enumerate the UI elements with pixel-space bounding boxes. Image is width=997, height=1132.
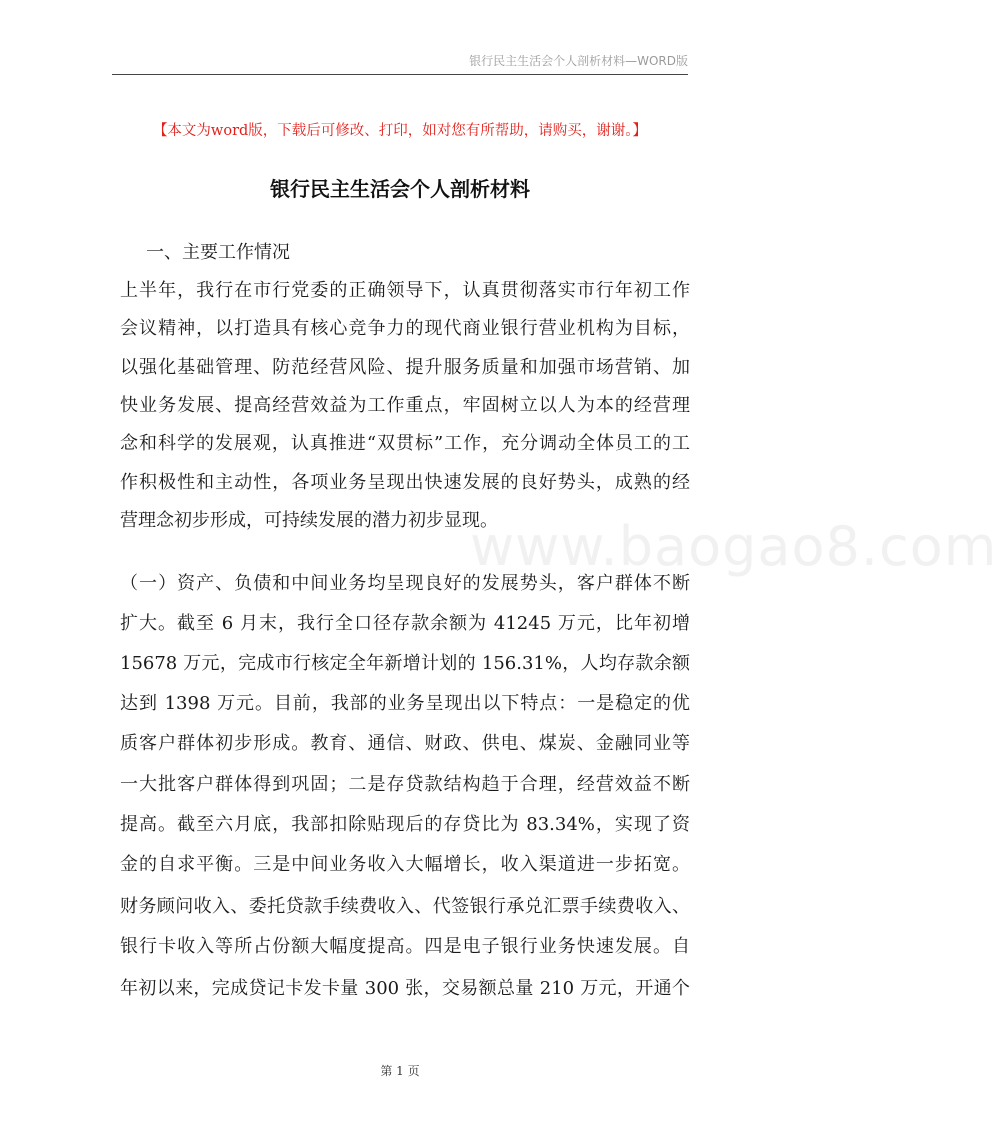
paragraph-line: 质客户群体初步形成。教育、通信、财政、供电、煤炭、金融同业等 bbox=[120, 733, 690, 754]
paragraph-line: 一大批客户群体得到巩固；二是存贷款结构趋于合理，经营效益不断 bbox=[120, 774, 690, 795]
paragraph-line: 提高。截至六月底，我部扣除贴现后的存贷比为 83.34%，实现了资 bbox=[120, 814, 690, 835]
watermark: www.baogao8.com bbox=[470, 515, 997, 578]
paragraph-line: 以强化基础管理、防范经营风险、提升服务质量和加强市场营销、加 bbox=[120, 357, 690, 378]
section-heading: 一、主要工作情况 bbox=[146, 242, 290, 263]
running-header: 银行民主生活会个人剖析材料—WORD版 bbox=[469, 54, 688, 68]
download-notice: 【本文为word版，下载后可修改、打印，如对您有所帮助，请购买，谢谢。】 bbox=[152, 123, 648, 139]
paragraph-line: 15678 万元，完成市行核定全年新增计划的 156.31%，人均存款余额 bbox=[120, 653, 690, 674]
paragraph-line: 金的自求平衡。三是中间业务收入大幅增长，收入渠道进一步拓宽。 bbox=[120, 854, 690, 875]
paragraph-line: 快业务发展、提高经营效益为工作重点，牢固树立以人为本的经营理 bbox=[120, 395, 690, 416]
page-number: 第 1 页 bbox=[380, 1064, 420, 1078]
paragraph-line: 银行卡收入等所占份额大幅度提高。四是电子银行业务快速发展。自 bbox=[120, 936, 690, 957]
paragraph-line: （一）资产、负债和中间业务均呈现良好的发展势头，客户群体不断 bbox=[120, 573, 690, 594]
paragraph-line: 扩大。截至 6 月末，我行全口径存款余额为 41245 万元，比年初增 bbox=[120, 613, 690, 634]
header-divider bbox=[112, 74, 688, 75]
paragraph-line: 作积极性和主动性，各项业务呈现出快速发展的良好势头，成熟的经 bbox=[120, 472, 690, 493]
paragraph-line: 达到 1398 万元。目前，我部的业务呈现出以下特点：一是稳定的优 bbox=[120, 693, 690, 714]
paragraph-line: 营理念初步形成，可持续发展的潜力初步显现。 bbox=[120, 510, 498, 531]
page-title: 银行民主生活会个人剖析材料 bbox=[270, 177, 530, 201]
paragraph-line: 财务顾问收入、委托贷款手续费收入、代签银行承兑汇票手续费收入、 bbox=[120, 896, 690, 917]
paragraph-line: 上半年，我行在市行党委的正确领导下，认真贯彻落实市行年初工作 bbox=[120, 280, 690, 301]
paragraph-line: 念和科学的发展观，认真推进“双贯标”工作，充分调动全体员工的工 bbox=[120, 433, 690, 454]
paragraph-line: 年初以来，完成贷记卡发卡量 300 张，交易额总量 210 万元，开通个 bbox=[120, 978, 690, 999]
paragraph-line: 会议精神，以打造具有核心竞争力的现代商业银行营业机构为目标， bbox=[120, 318, 690, 339]
